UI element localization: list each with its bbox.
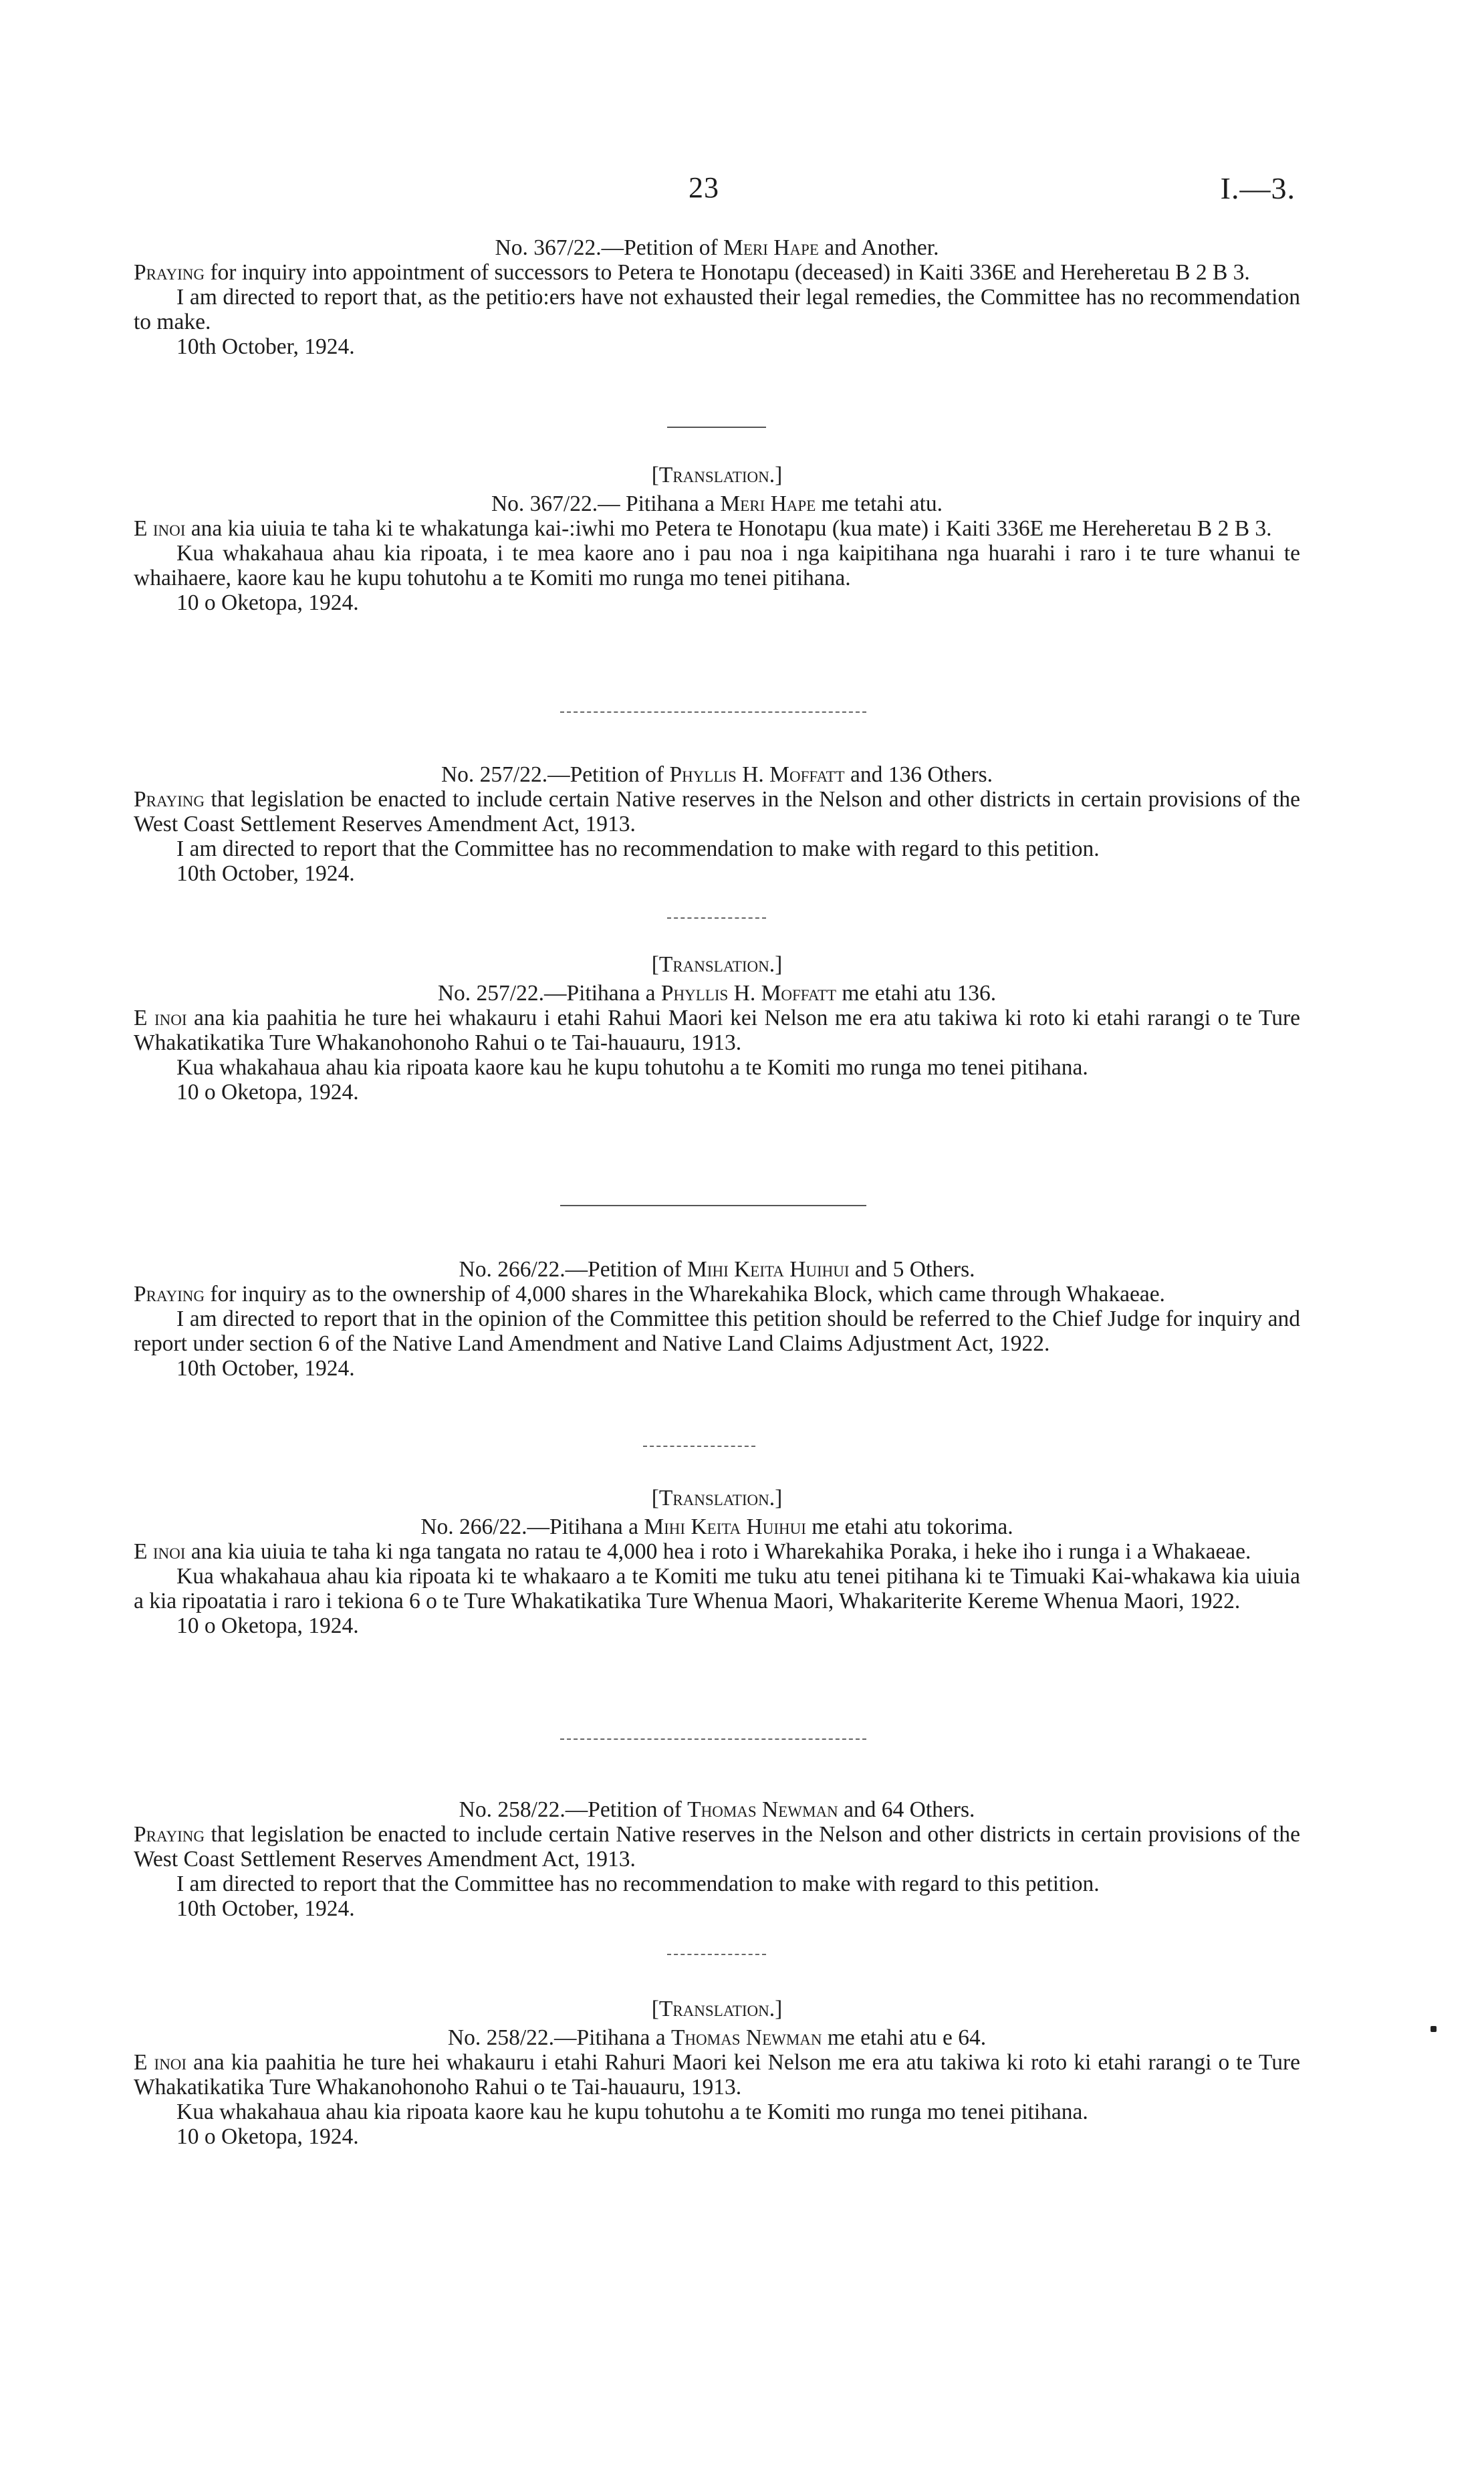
petition-prayer: Praying for inquiry as to the ownership of 4,000 shares in the Wharekahika Block, which came through Whakaeae.	[134, 1282, 1165, 1307]
report-date: 10 o Oketopa, 1924.	[176, 590, 359, 615]
report-date: 10th October, 1924.	[176, 861, 355, 886]
petitioner-name: Mihi Keita Huihui	[644, 1514, 806, 1539]
report-date: 10 o Oketopa, 1924.	[176, 1613, 359, 1638]
petition-section	[134, 1797, 1300, 1921]
petition-prayer: E inoi ana kia uiuia te taha ki nga tangata no ratau te 4,000 hea i roto i Wharekahika Poraka, i heke iho i runga i a Whakaeae.	[134, 1539, 1251, 1564]
petition-title: No. 266/22.—Pitihana a Mihi Keita Huihui me etahi atu tokorima.	[420, 1514, 1013, 1539]
committee-report: Kua whakahaua ahau kia ripoata, i te mea kaore ano i pau noa i nga kaipitihana nga huarahi i raro i te ture whanui te whaihaere, kaore kau he kupu tohutohu a te Komiti mo runga mo tenei pitihana.	[134, 541, 1300, 590]
petition-prayer: E inoi ana kia paahitia he ture hei whakauru i etahi Rahui Maori kei Nelson me era atu takiwa ki roto ki etahi rarangi o te Ture Whakatikatika Ture Whakanohonoho Rahui o te Tai-hauauru, 1913.	[134, 1006, 1300, 1055]
translation-section	[134, 1486, 1300, 1638]
petition-title: No. 258/22.—Petition of Thomas Newman and 64 Others.	[459, 1797, 975, 1822]
petition-title: No. 257/22.—Petition of Phyllis H. Moffatt and 136 Others.	[441, 762, 993, 787]
petitioner-name: Mihi Keita Huihui	[687, 1257, 850, 1282]
petition-section	[134, 235, 1300, 359]
translation-heading: [Translation.]	[651, 1486, 783, 1510]
petition-title: No. 367/22.— Pitihana a Meri Hape me tetahi atu.	[491, 491, 943, 516]
petition-prayer: Praying that legislation be enacted to include certain Native reserves in the Nelson and other districts in certain provisions of the West Coast Settlement Reserves Amendment Act, 1913.	[134, 787, 1300, 836]
committee-report: I am directed to report that the Committee has no recommendation to make with regard to this petition.	[176, 1872, 1100, 1896]
petitioner-name: Thomas Newman	[670, 2025, 822, 2050]
petition-prayer: E inoi ana kia paahitia he ture hei whakauru i etahi Rahuri Maori kei Nelson me era atu takiwa ki roto ki etahi rarangi o te Ture Whakatikatika Ture Whakanohonoho Rahui o te Tai-hauauru, 1913.	[134, 2050, 1300, 2100]
translation-heading: [Translation.]	[651, 1997, 783, 2021]
committee-report: Kua whakahaua ahau kia ripoata kaore kau he kupu tohutohu a te Komiti mo runga mo tenei pitihana.	[176, 2100, 1088, 2124]
print-speck	[1431, 2026, 1437, 2032]
petition-title: No. 266/22.—Petition of Mihi Keita Huihui and 5 Others.	[459, 1257, 975, 1282]
report-date: 10th October, 1924.	[176, 1356, 355, 1381]
petition-section	[134, 762, 1300, 886]
petitioner-name: Meri Hape	[720, 491, 816, 516]
petitioner-name: Phyllis H. Moffatt	[660, 981, 837, 1006]
section-divider	[667, 917, 766, 919]
report-date: 10 o Oketopa, 1924.	[176, 2124, 359, 2149]
report-date: 10th October, 1924.	[176, 334, 355, 359]
committee-report: I am directed to report that in the opinion of the Committee this petition should be referred to the Chief Judge for inquiry and report under section 6 of the Native Land Amendment and Native Land Claims Adjustment Act, 1922.	[134, 1307, 1300, 1356]
report-date: 10th October, 1924.	[176, 1896, 355, 1921]
petition-prayer: Praying that legislation be enacted to include certain Native reserves in the Nelson and other districts in certain provisions of the West Coast Settlement Reserves Amendment Act, 1913.	[134, 1822, 1300, 1872]
petitioner-name: Meri Hape	[723, 235, 819, 260]
committee-report: Kua whakahaua ahau kia ripoata ki te whakaaro a te Komiti me tuku atu tenei pitihana ki te Timuaki Kai-whakawa kia uiuia a kia ripoatatia i raro i tekiona 6 o te Ture Whakatikatika Ture Whenua Maori, Whakariterite Kereme Whenua Maori, 1922.	[134, 1564, 1300, 1613]
petition-title: No. 257/22.—Pitihana a Phyllis H. Moffatt me etahi atu 136.	[437, 981, 997, 1006]
petition-title: No. 258/22.—Pitihana a Thomas Newman me etahi atu e 64.	[447, 2025, 987, 2050]
section-divider	[560, 1738, 866, 1740]
translation-heading: [Translation.]	[651, 463, 783, 487]
section-divider	[560, 711, 866, 713]
translation-section	[134, 952, 1300, 1105]
report-date: 10 o Oketopa, 1924.	[176, 1080, 359, 1105]
translation-heading: [Translation.]	[651, 952, 783, 977]
committee-report: I am directed to report that, as the petitio:ers have not exhausted their legal remedies, the Committee has no recommendation to make.	[134, 285, 1300, 334]
translation-section	[134, 1997, 1300, 2149]
document-reference: I.—3.	[1220, 171, 1295, 205]
petition-title: No. 367/22.—Petition of Meri Hape and Another.	[495, 235, 939, 260]
petition-prayer: Praying for inquiry into appointment of successors to Petera te Honotapu (deceased) in Kaiti 336E and Hereheretau B 2 B 3.	[134, 260, 1250, 285]
petitioner-name: Phyllis H. Moffatt	[669, 762, 845, 787]
section-divider	[667, 1954, 766, 1955]
petition-section	[134, 1257, 1300, 1381]
committee-report: Kua whakahaua ahau kia ripoata kaore kau he kupu tohutohu a te Komiti mo runga mo tenei pitihana.	[176, 1055, 1088, 1080]
page-number: 23	[689, 171, 719, 204]
section-divider	[560, 1205, 866, 1206]
translation-section	[134, 463, 1300, 615]
petition-prayer: E inoi ana kia uiuia te taha ki te whakatunga kai-:iwhi mo Petera te Honotapu (kua mate) i Kaiti 336E me Hereheretau B 2 B 3.	[134, 516, 1272, 541]
committee-report: I am directed to report that the Committee has no recommendation to make with regard to this petition.	[176, 836, 1100, 861]
section-divider	[667, 427, 766, 428]
petitioner-name: Thomas Newman	[687, 1797, 838, 1822]
section-divider	[643, 1446, 755, 1447]
